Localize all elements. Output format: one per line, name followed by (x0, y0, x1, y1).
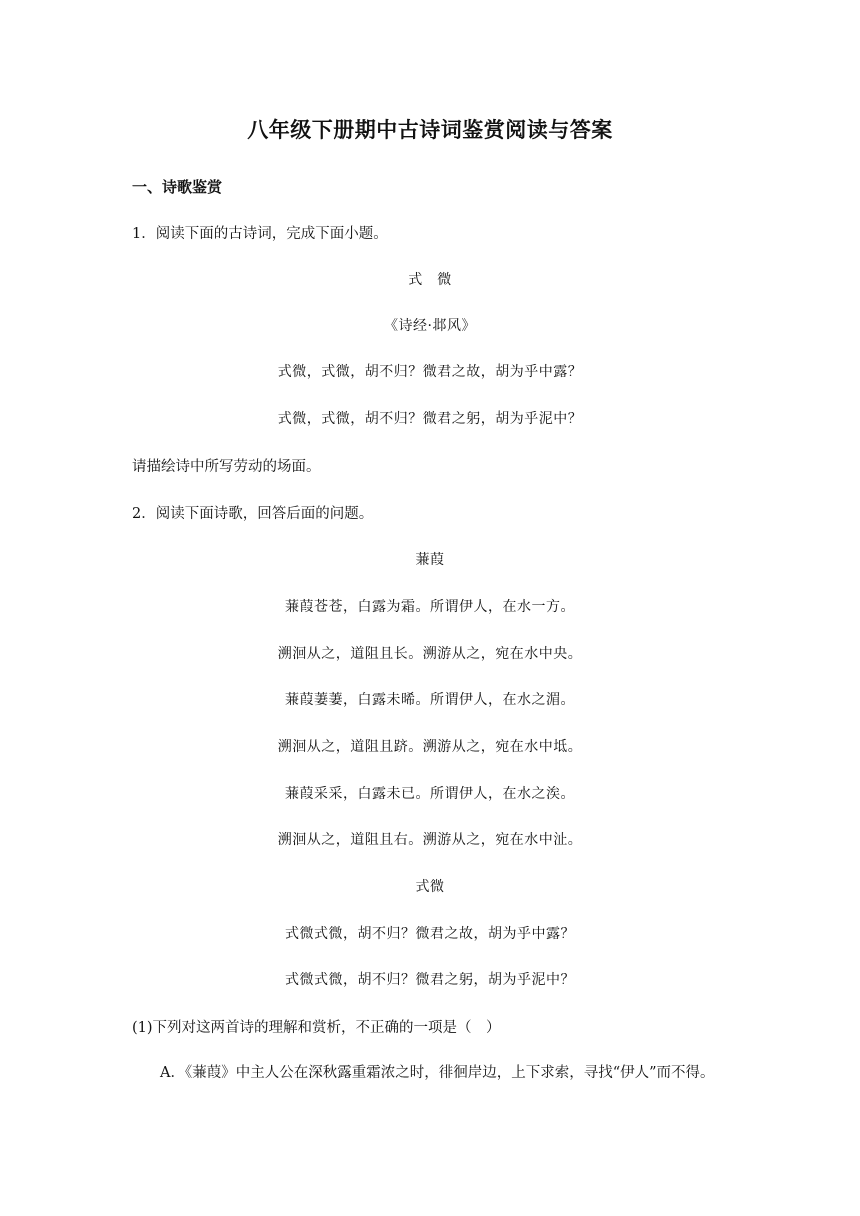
q2-poem1-line: 蒹葭苍苍，白露为霜。所谓伊人，在水一方。 (285, 599, 575, 615)
q1-poem-title: 式 微 (408, 272, 452, 288)
q1-poem-source: 《诗经·邶风》 (384, 318, 476, 334)
q2-poem2-line: 式微式微，胡不归？微君之故，胡为乎中露？ (285, 926, 575, 942)
q2-poem1-line: 溯洄从之，道阻且右。溯游从之，宛在水中沚。 (277, 832, 583, 848)
q2-poem1-title: 蒹葭 (415, 552, 445, 568)
section-heading: 一、诗歌鉴赏 (132, 178, 223, 196)
q2-poem1-line: 溯洄从之，道阻且跻。溯游从之，宛在水中坻。 (277, 739, 583, 755)
q2-poem1-line: 蒹葭萋萋，白露未晞。所谓伊人，在水之湄。 (285, 692, 575, 708)
q1-poem-line: 式微，式微，胡不归？微君之躬，胡为乎泥中？ (277, 411, 583, 427)
question-2-prompt: 2．阅读下面诗歌，回答后面的问题。 (132, 506, 374, 522)
question-1-task: 请描绘诗中所写劳动的场面。 (132, 459, 321, 475)
q2-poem1-line: 溯洄从之，道阻且长。溯游从之，宛在水中央。 (277, 646, 583, 662)
option-a: A．《蒹葭》中主人公在深秋露重霜浓之时，徘徊岸边，上下求索，寻找“伊人”而不得。 (160, 1065, 715, 1081)
q2-poem2-title: 式微 (415, 879, 445, 895)
question-2-sub-1: (1)下列对这两首诗的理解和赏析，不正确的一项是（ ） (132, 1020, 501, 1036)
page-title: 八年级下册期中古诗词鉴赏阅读与答案 (247, 118, 613, 142)
question-1-prompt: 1．阅读下面的古诗词，完成下面小题。 (132, 226, 388, 242)
q2-poem2-line: 式微式微，胡不归？微君之躬，胡为乎泥中？ (285, 972, 575, 988)
q1-poem-line: 式微，式微，胡不归？微君之故，胡为乎中露？ (277, 364, 583, 380)
q2-poem1-line: 蒹葭采采，白露未已。所谓伊人，在水之涘。 (285, 786, 575, 802)
